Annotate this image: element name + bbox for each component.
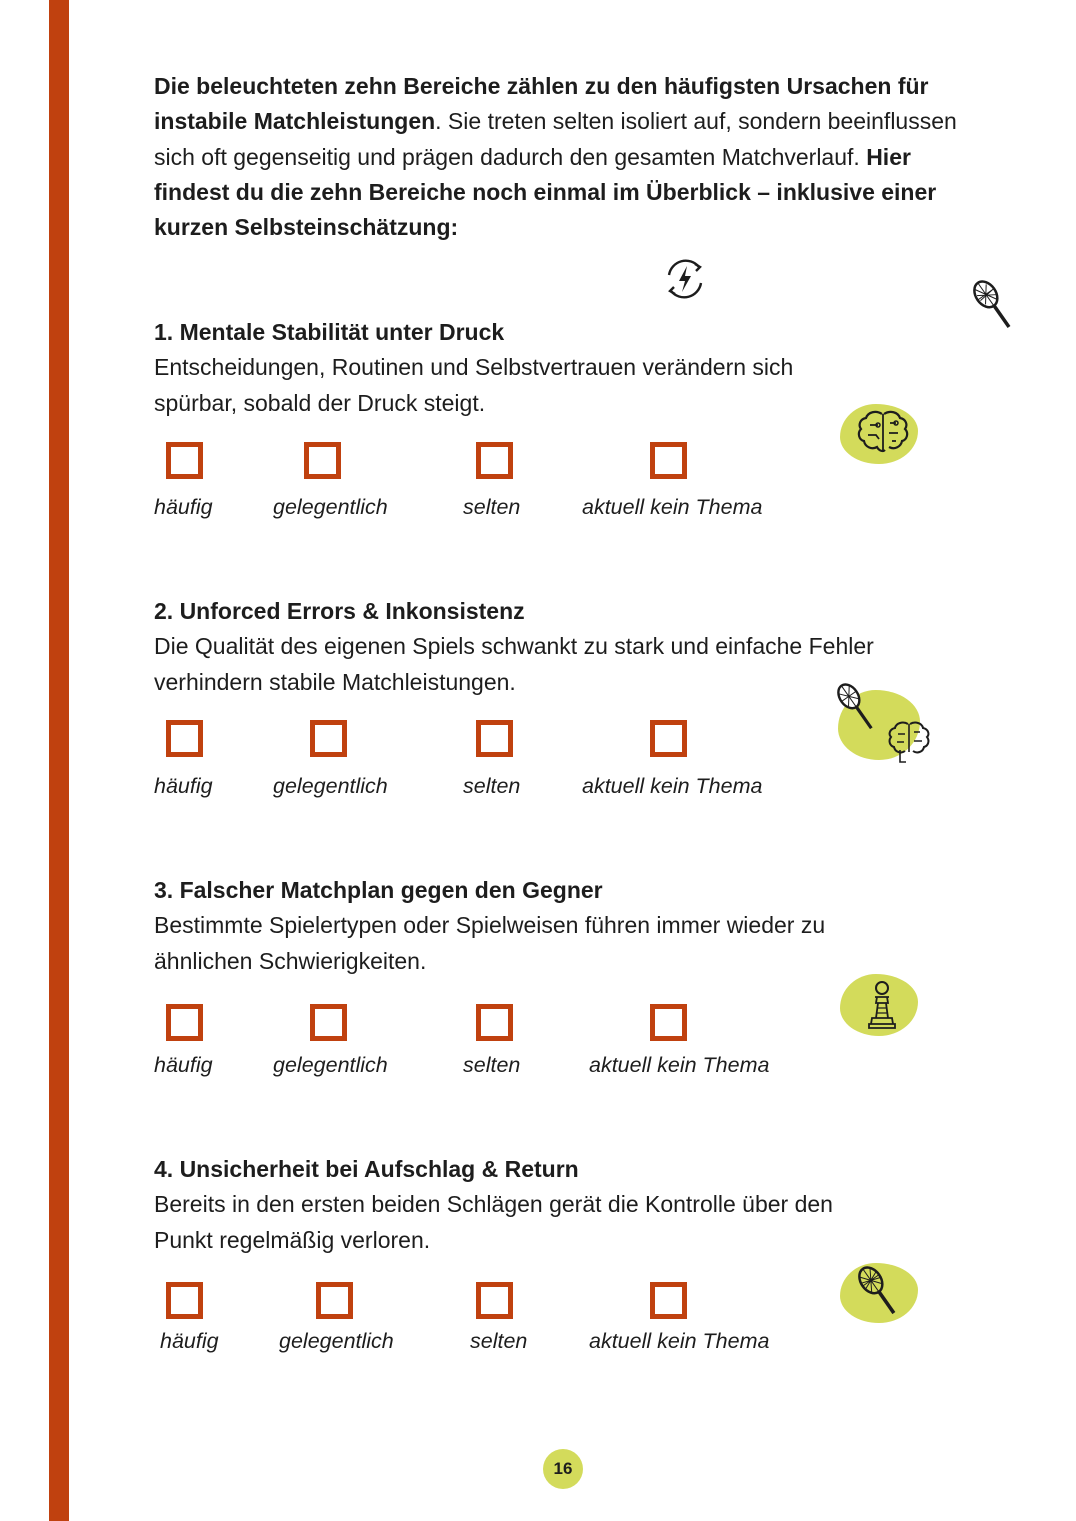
intro-text: . Sie treten selten isoliert auf, sondern beeinflussen sich oft gegenseitig und prägen dadurch den gesamten Matchverlauf. [154,108,957,170]
checkbox-1-sometimes[interactable] [304,442,341,479]
section-3-line-1: Bestimmte Spielertypen oder Spielweisen führen immer wieder zu [154,912,826,938]
option-label: häufig [154,1053,213,1077]
section-1-title: 1. Mentale Stabilität unter Druck [154,319,505,345]
checkbox-1-often[interactable] [166,442,203,479]
option-label: selten [463,495,521,519]
racket-brain-icon [834,680,944,770]
checkbox-2-often[interactable] [166,720,203,757]
checkbox-4-sometimes[interactable] [316,1282,353,1319]
section-4-line-1: Bereits in den ersten beiden Schlägen gerät die Kontrolle über den [154,1191,833,1217]
option-label: selten [463,774,521,798]
checkbox-3-often[interactable] [166,1004,203,1041]
intro-bold-2: Hier findest du die zehn Bereiche noch einmal im Überblick – inklusive einer kurzen Selbsteinschätzung: [154,143,937,241]
option-label: gelegentlich [273,774,388,798]
section-3 [154,873,974,979]
checkbox-4-none[interactable] [650,1282,687,1319]
option-label: häufig [154,774,213,798]
chess-pawn-icon [862,978,902,1034]
checkbox-2-rarely[interactable] [476,720,513,757]
option-label: selten [470,1329,528,1353]
option-label: gelegentlich [279,1329,394,1353]
checkbox-3-none[interactable] [650,1004,687,1041]
page-number: 16 [543,1449,583,1489]
section-1-line-1: Entscheidungen, Routinen und Selbstvertrauen verändern sich [154,354,794,380]
section-3-line-2: ähnlichen Schwierigkeiten. [154,947,427,974]
section-4 [154,1152,974,1258]
section-2-line-2: verhindern stabile Matchleistungen. [154,668,516,695]
option-label: aktuell kein Thema [589,1053,770,1077]
option-label: aktuell kein Thema [589,1329,770,1353]
energy-cycle-icon [661,255,709,303]
option-label: gelegentlich [273,1053,388,1077]
section-4-line-2: Punkt regelmäßig verloren. [154,1226,431,1253]
intro-bold-1: Die beleuchteten zehn Bereiche zählen zu den häufigsten Ursachen für instabile Matchleistungen [154,73,929,135]
option-label: aktuell kein Thema [582,774,763,798]
side-accent-bar [49,0,69,1521]
brain-icon [854,408,912,458]
option-label: häufig [154,495,213,519]
option-label: selten [463,1053,521,1077]
tennis-racket-icon [969,276,1017,336]
section-1 [154,315,974,421]
checkbox-1-none[interactable] [650,442,687,479]
section-3-title: 3. Falscher Matchplan gegen den Gegner [154,877,603,903]
checkbox-1-rarely[interactable] [476,442,513,479]
racket-icon [852,1262,906,1324]
section-2-line-1: Die Qualität des eigenen Spiels schwankt zu stark und einfache Fehler [154,633,874,659]
option-label: aktuell kein Thema [582,495,763,519]
checkbox-4-often[interactable] [166,1282,203,1319]
checkbox-2-none[interactable] [650,720,687,757]
section-1-line-2: spürbar, sobald der Druck steigt. [154,389,486,416]
checkbox-3-rarely[interactable] [476,1004,513,1041]
intro-paragraph [154,69,984,245]
section-4-title: 4. Unsicherheit bei Aufschlag & Return [154,1156,579,1182]
option-label: gelegentlich [273,495,388,519]
checkbox-2-sometimes[interactable] [310,720,347,757]
checkbox-3-sometimes[interactable] [310,1004,347,1041]
option-label: häufig [160,1329,219,1353]
checkbox-4-rarely[interactable] [476,1282,513,1319]
section-2-title: 2. Unforced Errors & Inkonsistenz [154,598,525,624]
